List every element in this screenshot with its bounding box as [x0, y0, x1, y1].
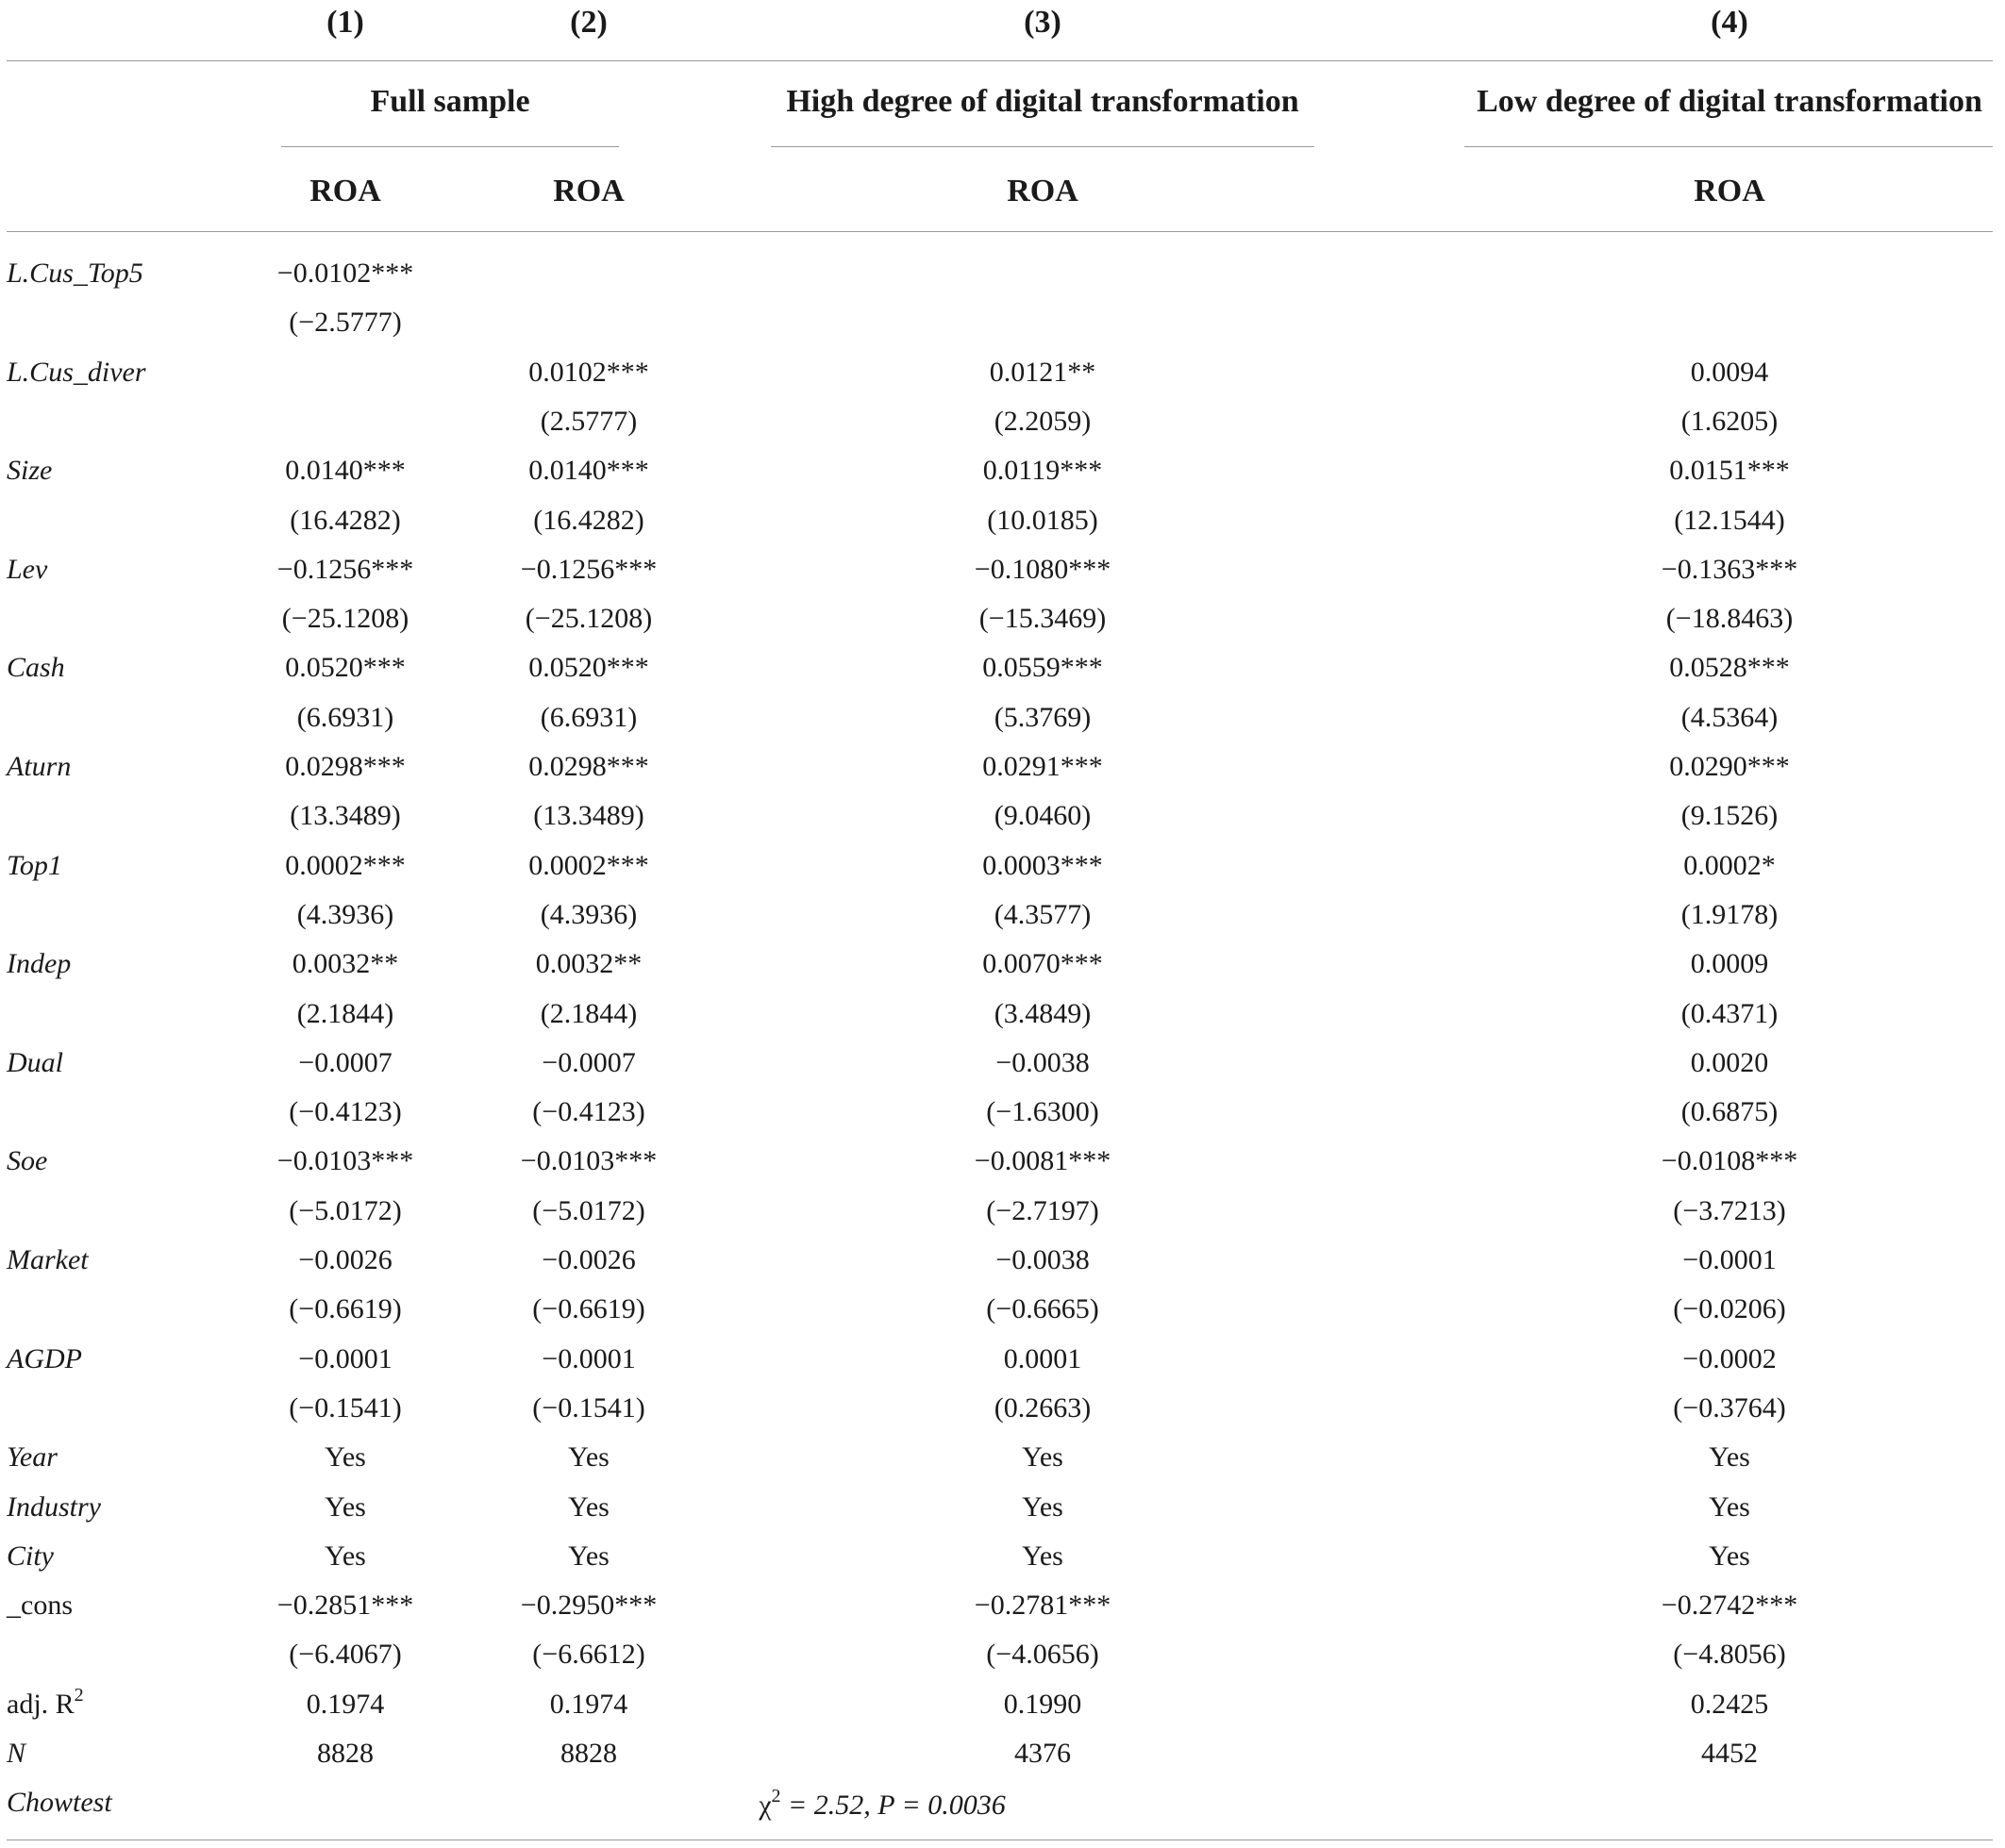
- dep-var-header: ROA: [309, 174, 381, 208]
- table-cell: (−6.6612): [532, 1639, 645, 1670]
- dep-var-header: ROA: [553, 174, 625, 208]
- row-label-text: Year: [7, 1441, 58, 1473]
- table-cell: (1.6205): [1680, 406, 1779, 437]
- table-cell: 0.0032**: [292, 948, 399, 979]
- table-cell: −0.0001: [298, 1343, 393, 1374]
- table-cell: −0.0102***: [276, 258, 414, 289]
- table-cell: 0.0140***: [285, 455, 406, 486]
- table-cell: (−18.8463): [1665, 603, 1794, 634]
- table-cell: −0.0026: [298, 1244, 393, 1275]
- row-label-text: Chowtest: [7, 1787, 112, 1818]
- dep-var-header: ROA: [1694, 174, 1765, 208]
- row-label-text: N: [7, 1738, 26, 1769]
- table-cell: 0.0002*: [1683, 850, 1776, 881]
- table-cell: −0.0001: [542, 1343, 636, 1374]
- table-cell: −0.0103***: [520, 1145, 658, 1176]
- table-cell: Yes: [1709, 1491, 1750, 1523]
- table-cell: −0.0002: [1682, 1343, 1777, 1374]
- column-number: (1): [326, 5, 364, 40]
- table-cell: 0.0121**: [989, 357, 1096, 388]
- table-cell: (0.4371): [1680, 998, 1779, 1029]
- table-cell: 0.0002***: [528, 850, 649, 881]
- table-cell: 0.0003***: [982, 850, 1103, 881]
- table-cell: −0.1080***: [974, 554, 1111, 585]
- rule-below-dep-vars: [7, 231, 1993, 232]
- group-header-high-digital: High degree of digital transformation: [786, 84, 1299, 119]
- table-cell: 0.0094: [1690, 357, 1769, 388]
- table-cell: 0.1974: [306, 1689, 385, 1720]
- table-cell: 0.0009: [1690, 948, 1769, 979]
- row-label: [7, 259, 143, 288]
- row-label: [7, 1345, 82, 1374]
- table-cell: 0.0001: [1003, 1343, 1082, 1374]
- table-cell: (9.1526): [1680, 800, 1779, 831]
- table-cell: (2.5777): [540, 406, 638, 437]
- table-cell: −0.0007: [542, 1047, 636, 1078]
- table-cell: (4.3936): [540, 899, 638, 930]
- table-cell: 8828: [560, 1738, 617, 1769]
- table-cell: (2.2059): [994, 406, 1092, 437]
- rule-under-low-group: [1464, 146, 1993, 147]
- table-cell: −0.2742***: [1661, 1590, 1798, 1621]
- column-number: (4): [1711, 5, 1748, 40]
- row-label: [7, 358, 146, 387]
- table-cell: −0.0103***: [276, 1145, 414, 1176]
- table-cell: Yes: [1022, 1491, 1063, 1523]
- row-label: [7, 950, 71, 978]
- table-cell: (4.5364): [1680, 702, 1779, 733]
- row-label-text: _cons: [7, 1590, 73, 1621]
- table-cell: (−0.3764): [1673, 1392, 1786, 1423]
- table-cell: (−0.4123): [532, 1096, 645, 1127]
- column-number: (3): [1024, 5, 1061, 40]
- table-cell: −0.1256***: [276, 554, 414, 585]
- table-cell: (9.0460): [994, 800, 1092, 831]
- table-cell: 4376: [1014, 1738, 1071, 1769]
- table-cell: 0.0119***: [982, 455, 1103, 486]
- table-cell: 0.0528***: [1669, 652, 1790, 683]
- table-cell: (−4.8056): [1673, 1639, 1786, 1670]
- table-cell: −0.0038: [995, 1244, 1090, 1275]
- row-label: [7, 1591, 73, 1620]
- table-cell: (−0.0206): [1673, 1293, 1786, 1324]
- chowtest-chi-exponent: 2: [771, 1786, 781, 1806]
- row-label: [7, 1493, 101, 1522]
- row-label-text: Dual: [7, 1047, 63, 1078]
- chowtest-statistic: = 2.52, P = 0.0036: [780, 1790, 1006, 1821]
- column-number: (2): [570, 5, 608, 40]
- rule-under-high-group: [771, 146, 1314, 147]
- table-cell: 0.0520***: [528, 652, 649, 683]
- table-cell: 0.0102***: [528, 357, 649, 388]
- table-cell: (13.3489): [290, 800, 401, 831]
- table-cell: −0.2851***: [276, 1590, 414, 1621]
- table-cell: Yes: [1709, 1441, 1750, 1473]
- table-cell: (1.9178): [1680, 899, 1779, 930]
- table-cell: (13.3489): [533, 800, 644, 831]
- row-label-text: Indep: [7, 948, 72, 979]
- table-cell: (6.6931): [540, 702, 638, 733]
- row-label-text: Cash: [7, 652, 65, 683]
- table-cell: −0.1256***: [520, 554, 658, 585]
- table-cell: (6.6931): [296, 702, 394, 733]
- table-cell: (16.4282): [290, 505, 401, 536]
- table-cell: Yes: [1709, 1540, 1750, 1572]
- table-cell: (−4.0656): [986, 1639, 1099, 1670]
- row-label-text: Size: [7, 455, 53, 486]
- row-label: [7, 1740, 25, 1768]
- table-cell: 0.0298***: [528, 751, 649, 782]
- table-cell: 0.0559***: [982, 652, 1103, 683]
- table-cell: Yes: [568, 1441, 610, 1473]
- row-label-text: Lev: [7, 554, 48, 585]
- rule-under-full-sample: [281, 146, 619, 147]
- row-label-text: L.Cus_diver: [7, 357, 146, 388]
- table-cell: (12.1544): [1674, 505, 1785, 536]
- table-cell: −0.0026: [542, 1244, 636, 1275]
- row-label: [7, 654, 65, 682]
- row-label-text: Aturn: [7, 751, 72, 782]
- row-label-text: Top1: [7, 850, 62, 881]
- table-cell: Yes: [325, 1491, 366, 1523]
- table-cell: (10.0185): [987, 505, 1098, 536]
- table-cell: 0.0298***: [285, 751, 406, 782]
- table-cell: (−2.7197): [986, 1195, 1099, 1226]
- row-label-text: Industry: [7, 1491, 101, 1523]
- table-cell: 0.0002***: [285, 850, 406, 881]
- row-label-text: AGDP: [7, 1343, 82, 1374]
- group-header-low-digital: Low degree of digital transformation: [1477, 84, 1982, 119]
- table-cell: (−1.6300): [986, 1096, 1099, 1127]
- row-label: [7, 457, 52, 485]
- table-cell: (−0.6665): [986, 1293, 1099, 1324]
- row-label-exponent: 2: [74, 1685, 84, 1706]
- table-cell: (2.1844): [296, 998, 394, 1029]
- table-cell: (−0.6619): [289, 1293, 402, 1324]
- dep-var-header: ROA: [1007, 174, 1078, 208]
- chowtest-value: [759, 1786, 1006, 1821]
- table-cell: −0.0081***: [974, 1145, 1111, 1176]
- rule-below-column-numbers: [7, 60, 1993, 61]
- table-cell: (5.3769): [994, 702, 1092, 733]
- table-cell: (0.6875): [1680, 1096, 1779, 1127]
- table-cell: (4.3577): [994, 899, 1092, 930]
- table-cell: 0.1990: [1003, 1689, 1082, 1720]
- table-cell: −0.2781***: [974, 1590, 1111, 1621]
- table-cell: −0.0108***: [1661, 1145, 1798, 1176]
- table-cell: (−6.4067): [289, 1639, 402, 1670]
- table-cell: Yes: [568, 1540, 610, 1572]
- table-cell: (−25.1208): [281, 603, 409, 634]
- table-cell: Yes: [568, 1491, 610, 1523]
- chowtest-chi: χ: [759, 1790, 772, 1821]
- table-cell: 0.0032**: [535, 948, 643, 979]
- table-cell: (−3.7213): [1673, 1195, 1786, 1226]
- table-cell: Yes: [325, 1540, 366, 1572]
- row-label: [7, 1246, 89, 1274]
- table-cell: 0.0520***: [285, 652, 406, 683]
- table-cell: (16.4282): [533, 505, 644, 536]
- table-cell: Yes: [325, 1441, 366, 1473]
- row-label: [7, 1789, 112, 1817]
- table-cell: (−5.0172): [532, 1195, 645, 1226]
- table-cell: (−25.1208): [525, 603, 653, 634]
- row-label-text: Market: [7, 1244, 89, 1275]
- row-label: [7, 1685, 84, 1720]
- table-cell: (−0.1541): [289, 1392, 402, 1423]
- table-cell: (4.3936): [296, 899, 394, 930]
- table-cell: 4452: [1701, 1738, 1758, 1769]
- row-label: [7, 852, 62, 880]
- row-label-text: adj. R: [7, 1689, 75, 1720]
- table-cell: Yes: [1022, 1540, 1063, 1572]
- table-cell: 0.0070***: [982, 948, 1103, 979]
- row-label-text: City: [7, 1540, 54, 1572]
- table-cell: −0.2950***: [520, 1590, 658, 1621]
- table-cell: (0.2663): [994, 1392, 1092, 1423]
- table-cell: 0.2425: [1690, 1689, 1769, 1720]
- row-label-text: Soe: [7, 1145, 48, 1176]
- table-cell: (−0.1541): [532, 1392, 645, 1423]
- table-cell: (−0.4123): [289, 1096, 402, 1127]
- row-label: [7, 1147, 47, 1175]
- row-label: [7, 1443, 58, 1472]
- table-cell: −0.0038: [995, 1047, 1090, 1078]
- table-cell: 0.0290***: [1669, 751, 1790, 782]
- table-cell: (3.4849): [994, 998, 1092, 1029]
- table-cell: (−5.0172): [289, 1195, 402, 1226]
- table-cell: 0.0291***: [982, 751, 1103, 782]
- table-cell: −0.1363***: [1661, 554, 1798, 585]
- table-cell: 0.0151***: [1669, 455, 1790, 486]
- row-label-text: L.Cus_Top5: [7, 258, 143, 289]
- row-label: [7, 1542, 54, 1571]
- table-cell: (−2.5777): [289, 307, 402, 338]
- table-cell: 0.0140***: [528, 455, 649, 486]
- table-cell: 0.1974: [549, 1689, 628, 1720]
- table-cell: 8828: [317, 1738, 374, 1769]
- table-cell: −0.0001: [1682, 1244, 1777, 1275]
- row-label: [7, 1049, 63, 1077]
- table-cell: −0.0007: [298, 1047, 393, 1078]
- table-cell: Yes: [1022, 1441, 1063, 1473]
- table-cell: 0.0020: [1690, 1047, 1769, 1078]
- group-header-full-sample: Full sample: [370, 84, 530, 119]
- table-cell: (2.1844): [540, 998, 638, 1029]
- table-cell: (−0.6619): [532, 1293, 645, 1324]
- row-label: [7, 753, 71, 781]
- table-cell: (−15.3469): [978, 603, 1107, 634]
- row-label: [7, 556, 47, 584]
